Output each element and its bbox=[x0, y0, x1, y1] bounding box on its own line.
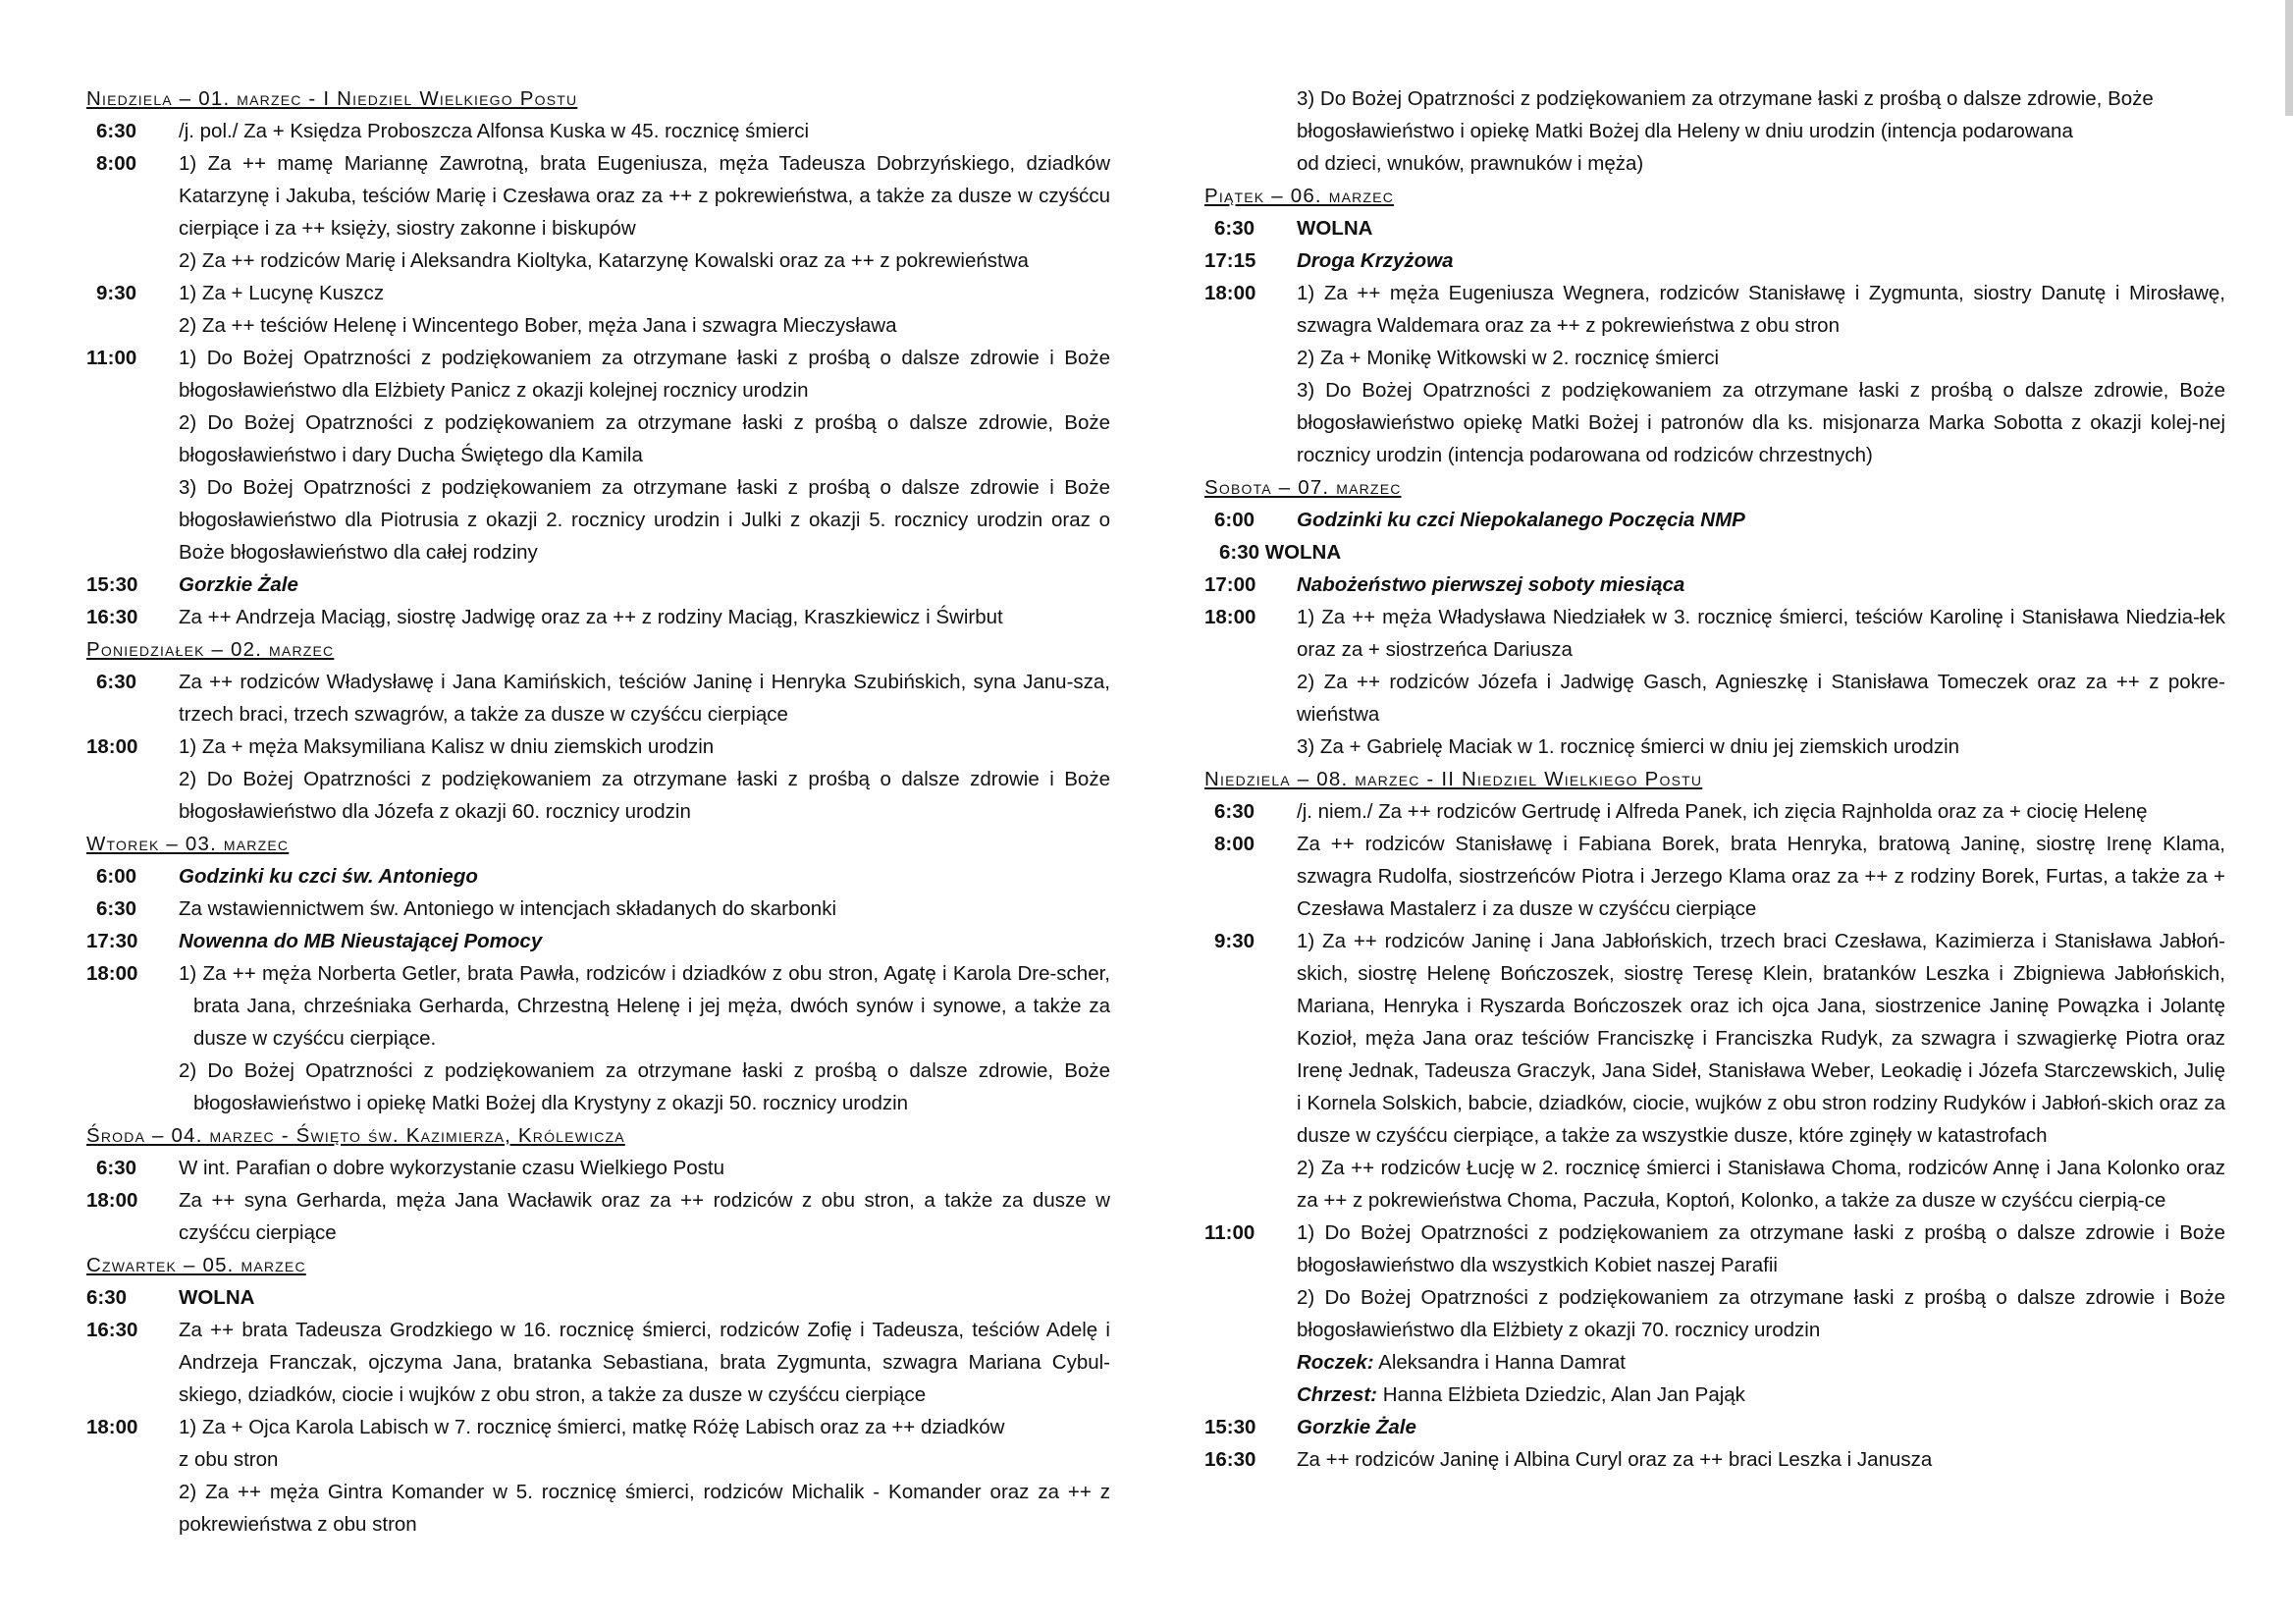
intention: 2) Za ++ rodziców Marię i Aleksandra Kioltyka, Katarzynę Kowalski oraz za ++ z pokrewieństwa bbox=[179, 249, 1029, 272]
mass-time: 6:30 bbox=[1214, 800, 1255, 823]
intention: 2) Za ++ męża Gintra Komander w 5. rocznicę śmierci, rodziców Michalik - Komander oraz za ++ z pokrewieństwa z obu stron bbox=[179, 1481, 1110, 1536]
mass-entry bbox=[1204, 277, 2225, 471]
intention: 2) Za + Monikę Witkowski w 2. rocznicę śmierci bbox=[1297, 347, 1720, 369]
service-name: Gorzkie Żale bbox=[1297, 1416, 1416, 1438]
intention-continued: od dzieci, wnuków, prawnuków i męża) bbox=[1297, 152, 1644, 175]
mass-time: 8:00 bbox=[1214, 833, 1255, 855]
mass-time: 6:30 bbox=[1214, 217, 1255, 240]
mass-entry bbox=[86, 601, 1110, 633]
intention: 1) Za ++ męża Eugeniusza Wegnera, rodziców Stanisławę i Zygmunta, siostry Danutę i Mirosławę, szwagra Waldemara oraz za ++ z pokrewieństwa z obu stron bbox=[1297, 282, 2225, 337]
mass-entry bbox=[86, 731, 1110, 828]
roczek-names: Aleksandra i Hanna Damrat bbox=[1373, 1351, 1626, 1374]
mass-time: 6:30 bbox=[96, 897, 137, 920]
service-name: Nowenna do MB Nieustającej Pomocy bbox=[179, 930, 543, 952]
intention: 1) Za ++ męża Norberta Getler, brata Pawła, rodziców i dziadków z obu stron, Agatę i Karola Dre-scher, brata Jana, chrześniaka Gerharda, Chrzestną Helenę i jej męża, dwóch synów i synowe, a także za dusze w czyśćcu cierpiące. bbox=[179, 962, 1110, 1050]
mass-entry bbox=[86, 1281, 1110, 1314]
mass-time: 16:30 bbox=[1204, 1448, 1256, 1471]
intention: /j. pol./ Za + Księdza Proboszcza Alfonsa Kuska w 45. rocznicę śmierci bbox=[179, 120, 810, 142]
day-header: Poniedziałek – 02. marzec bbox=[86, 638, 335, 661]
mass-time: 18:00 bbox=[86, 962, 138, 985]
intention: W int. Parafian o dobre wykorzystanie czasu Wielkiego Postu bbox=[179, 1157, 725, 1179]
mass-entry bbox=[86, 568, 1110, 601]
intention: Za ++ Andrzeja Maciąg, siostrę Jadwigę oraz za ++ z rodziny Maciąg, Kraszkiewicz i Świrbut bbox=[179, 606, 1003, 628]
intention-continued: z obu stron bbox=[179, 1448, 279, 1471]
intention: 1) Za ++ męża Władysława Niedziałek w 3. rocznicę śmierci, teściów Karolinę i Stanisława Niedzia-łek oraz za + siostrzeńca Dariusza bbox=[1297, 606, 2225, 661]
intention: 1) Za + męża Maksymiliana Kalisz w dniu ziemskich urodzin bbox=[179, 735, 715, 758]
roczek-label: Roczek: bbox=[1297, 1351, 1374, 1374]
intention: Za ++ syna Gerharda, męża Jana Wacławik oraz za ++ rodziców z obu stron, a także za dusze w czyśćcu cierpiące bbox=[179, 1189, 1110, 1244]
intention: 3) Za + Gabrielę Maciak w 1. rocznicę śmierci w dniu jej ziemskich urodzin bbox=[1297, 735, 1960, 758]
mass-time: 17:30 bbox=[86, 930, 138, 952]
mass-entry bbox=[1204, 601, 2225, 763]
mass-time: 6:30 bbox=[86, 1286, 128, 1309]
free-slot: WOLNA bbox=[179, 1286, 255, 1309]
scrollbar[interactable] bbox=[2285, 0, 2293, 116]
left-column bbox=[86, 82, 1110, 1541]
mass-entry bbox=[86, 1411, 1110, 1541]
intention: 2) Do Bożej Opatrzności z podziękowaniem za otrzymane łaski z prośbą o dalsze zdrowie, Boże błogosławieństwo i opiekę Matki Bożej dla Krystyny z okazji 50. rocznicy urodzin bbox=[179, 1059, 1110, 1114]
intention: 1) Za + Ojca Karola Labisch w 7. rocznicę śmierci, matkę Różę Labisch oraz za ++ dziadków bbox=[179, 1416, 1005, 1438]
mass-entry bbox=[86, 147, 1110, 277]
mass-entry bbox=[1204, 568, 2225, 601]
service-name: Nabożeństwo pierwszej soboty miesiąca bbox=[1297, 573, 1685, 596]
intention: 3) Do Bożej Opatrzności z podziękowaniem za otrzymane łaski z prośbą o dalsze zdrowie, Boże bbox=[1297, 87, 2154, 110]
day-header: Piątek – 06. marzec bbox=[1204, 185, 1395, 207]
intention: 2) Do Bożej Opatrzności z podziękowaniem za otrzymane łaski z prośbą o dalsze zdrowie i Boże błogosławieństwo dla Elżbiety z okazji 70. rocznicy urodzin bbox=[1297, 1286, 2225, 1341]
mass-entry bbox=[86, 342, 1110, 568]
mass-time: 16:30 bbox=[86, 606, 138, 628]
intention: 2) Do Bożej Opatrzności z podziękowaniem za otrzymane łaski z prośbą o dalsze zdrowie, Boże błogosławieństwo i dary Ducha Świętego dla Kamila bbox=[179, 411, 1110, 466]
mass-time: 15:30 bbox=[1204, 1416, 1256, 1438]
mass-time: 8:00 bbox=[96, 152, 137, 175]
intention: 1) Do Bożej Opatrzności z podziękowaniem za otrzymane łaski z prośbą o dalsze zdrowie i Boże błogosławieństwo dla wszystkich Kobiet naszej Parafii bbox=[1297, 1221, 2225, 1276]
mass-time: 17:00 bbox=[1204, 573, 1256, 596]
intention: Za ++ rodziców Stanisławę i Fabiana Borek, brata Henryka, bratową Janinę, siostrę Irenę Klama, szwagra Rudolfa, siostrzeńców Piotra i Jerzego Klama oraz za ++ z rodziny Borek, Furtas, a także za + Czesława Mastalerz i za dusze w czyśćcu cierpiące bbox=[1297, 833, 2225, 920]
chrzest-names: Hanna Elżbieta Dziedzic, Alan Jan Pająk bbox=[1377, 1383, 1745, 1406]
mass-entry-continued bbox=[1204, 82, 2225, 180]
mass-entry bbox=[1204, 212, 2225, 244]
intention: 2) Za ++ rodziców Łucję w 2. rocznicę śmierci i Stanisława Choma, rodziców Annę i Jana Kolonko oraz za ++ z pokrewieństwa Choma, Paczuła, Koptoń, Kolonko, a także za dusze w czyśćcu cierpią-ce bbox=[1297, 1157, 2225, 1212]
mass-time: 18:00 bbox=[86, 1189, 138, 1212]
intention-continued: błogosławieństwo i opiekę Matki Bożej dla Heleny w dniu urodzin (intencja podarowana bbox=[1297, 120, 2073, 142]
mass-entry bbox=[86, 1152, 1110, 1184]
free-slot: 6:30 WOLNA bbox=[1219, 541, 1342, 564]
intention: 1) Za + Lucynę Kuszcz bbox=[179, 282, 385, 304]
mass-time: 11:00 bbox=[1204, 1221, 1255, 1244]
day-header: Niedziela – 01. marzec - I Niedziel Wielkiego Postu bbox=[86, 87, 578, 110]
mass-entry bbox=[86, 1184, 1110, 1249]
right-column bbox=[1204, 82, 2225, 1476]
intention: 2) Do Bożej Opatrzności z podziękowaniem za otrzymane łaski z prośbą o dalsze zdrowie i Boże błogosławieństwo dla Józefa z okazji 60. rocznicy urodzin bbox=[179, 768, 1110, 823]
intention: Za ++ brata Tadeusza Grodzkiego w 16. rocznicę śmierci, rodziców Zofię i Tadeusza, teściów Adelę i Andrzeja Franczak, ojczyma Jana, bratanka Sebastiana, brata Zygmunta, szwagra Mariana Cybul-skiego, dziadków, ciocie i wujków z obu stron, a także za dusze w czyśćcu cierpiące bbox=[179, 1319, 1110, 1406]
mass-entry bbox=[86, 1314, 1110, 1411]
intention: 3) Do Bożej Opatrzności z podziękowaniem za otrzymane łaski z prośbą o dalsze zdrowie i Boże błogosławieństwo dla Piotrusia z okazji 2. rocznicy urodzin i Julki z okazji 5. rocznicy urodzin oraz o Boże błogosławieństwo dla całej rodziny bbox=[179, 476, 1110, 564]
mass-time: 18:00 bbox=[86, 1416, 138, 1438]
mass-time: 9:30 bbox=[1214, 930, 1255, 952]
mass-time: 18:00 bbox=[86, 735, 138, 758]
intention: 2) Za ++ rodziców Józefa i Jadwigę Gasch, Agnieszkę i Stanisława Tomeczek oraz za ++ z pokre-wieństwa bbox=[1297, 671, 2225, 726]
service-name: Droga Krzyżowa bbox=[1297, 249, 1454, 272]
mass-entry bbox=[86, 115, 1110, 147]
chrzest-label: Chrzest: bbox=[1297, 1383, 1378, 1406]
mass-time: 6:00 bbox=[96, 865, 137, 888]
free-slot: WOLNA bbox=[1297, 217, 1373, 240]
intention: 1) Za ++ mamę Mariannę Zawrotną, brata Eugeniusza, męża Tadeusza Dobrzyńskiego, dziadków Katarzynę i Jakuba, teściów Marię i Czesława oraz za ++ z pokrewieństwa, a także za dusze w czyśćcu cierpiące i za ++ księży, siostry zakonne i biskupów bbox=[179, 152, 1110, 240]
mass-time: 9:30 bbox=[96, 282, 137, 304]
day-header: Niedziela – 08. marzec - II Niedziel Wielkiego Postu bbox=[1204, 768, 1703, 790]
mass-entry bbox=[1204, 504, 2225, 536]
intention: Za ++ rodziców Władysławę i Jana Kamińskich, teściów Janinę i Henryka Szubińskich, syna Janu-sza, trzech braci, trzech szwagrów, a także za dusze w czyśćcu cierpiące bbox=[179, 671, 1110, 726]
service-name: Gorzkie Żale bbox=[179, 573, 298, 596]
mass-time: 11:00 bbox=[86, 347, 137, 369]
mass-entry bbox=[86, 666, 1110, 731]
service-name: Godzinki ku czci Niepokalanego Poczęcia NMP bbox=[1297, 509, 1745, 531]
intention: 3) Do Bożej Opatrzności z podziękowaniem za otrzymane łaski z prośbą o dalsze zdrowie, Boże błogosławieństwo opiekę Matki Bożej i patronów dla ks. misjonarza Marka Sobotta z okazji kolej-nej rocznicy urodzin (intencja podarowana od rodziców chrzestnych) bbox=[1297, 379, 2225, 466]
service-name: Godzinki ku czci św. Antoniego bbox=[179, 865, 478, 888]
mass-entry bbox=[86, 277, 1110, 342]
mass-time: 6:00 bbox=[1214, 509, 1255, 531]
mass-entry bbox=[86, 860, 1110, 893]
mass-entry bbox=[1204, 828, 2225, 925]
chrzest-line bbox=[1297, 1379, 2225, 1411]
mass-entry bbox=[86, 925, 1110, 957]
mass-entry bbox=[1204, 925, 2225, 1217]
mass-entry bbox=[1204, 1411, 2225, 1443]
mass-time: 16:30 bbox=[86, 1319, 138, 1341]
day-header: Czwartek – 05. marzec bbox=[86, 1254, 306, 1276]
mass-time: 6:30 bbox=[96, 120, 137, 142]
intention: Za ++ rodziców Janinę i Albina Curyl oraz za ++ braci Leszka i Janusza bbox=[1297, 1448, 1933, 1471]
mass-time: 15:30 bbox=[86, 573, 138, 596]
mass-entry bbox=[1204, 244, 2225, 277]
intention: 1) Za ++ rodziców Janinę i Jana Jabłońskich, trzech braci Czesława, Kazimierza i Stanisława Jabłoń-skich, siostrę Helenę Bończoszek, siostrę Teresę Klein, bratanków Leszka i Zbigniewa Jabłońskich, Mariana, Henryka i Ryszarda Bończoszek oraz ich ojca Jana, siostrzenice Janinę Powązka i Jolantę Kozioł, męża Jana oraz teściów Franciszkę i Franciszka Rudyk, za szwagra i szwagierkę Piotra oraz Irenę Jednak, Tadeusza Graczyk, Jana Sideł, Stanisława Weber, Leokadię i Józefa Starczewskich, Julię i Kornela Solskich, babcie, dziadków, ciocie, wujków z obu stron rodziny Rudyków i Jabłoń-skich oraz za dusze w czyśćcu cierpiące, a także za wszystkie dusze, które zginęły w katastrofach bbox=[1297, 930, 2225, 1147]
roczek-line bbox=[1297, 1346, 2225, 1379]
intention: 2) Za ++ teściów Helenę i Wincentego Bober, męża Jana i szwagra Mieczysława bbox=[179, 314, 897, 337]
mass-time: 18:00 bbox=[1204, 282, 1256, 304]
intention: Za wstawiennictwem św. Antoniego w intencjach składanych do skarbonki bbox=[179, 897, 837, 920]
mass-time: 6:30 bbox=[96, 1157, 137, 1179]
day-header: Wtorek – 03. marzec bbox=[86, 833, 290, 855]
day-header: Sobota – 07. marzec bbox=[1204, 476, 1402, 499]
day-header: Środa – 04. marzec - Święto św. Kazimierza, Królewicza bbox=[86, 1124, 625, 1147]
mass-time: 17:15 bbox=[1204, 249, 1256, 272]
mass-entry bbox=[1204, 1443, 2225, 1476]
intention: /j. niem./ Za ++ rodziców Gertrudę i Alfreda Panek, ich zięcia Rajnholda oraz za + ciocię Helenę bbox=[1297, 800, 2148, 823]
mass-entry bbox=[1204, 795, 2225, 828]
mass-entry bbox=[86, 893, 1110, 925]
mass-entry bbox=[1204, 1217, 2225, 1411]
mass-time: 18:00 bbox=[1204, 606, 1256, 628]
intention: 1) Do Bożej Opatrzności z podziękowaniem za otrzymane łaski z prośbą o dalsze zdrowie i Boże błogosławieństwo dla Elżbiety Panicz z okazji kolejnej rocznicy urodzin bbox=[179, 347, 1110, 402]
mass-time: 6:30 bbox=[96, 671, 137, 693]
mass-entry bbox=[86, 957, 1110, 1119]
